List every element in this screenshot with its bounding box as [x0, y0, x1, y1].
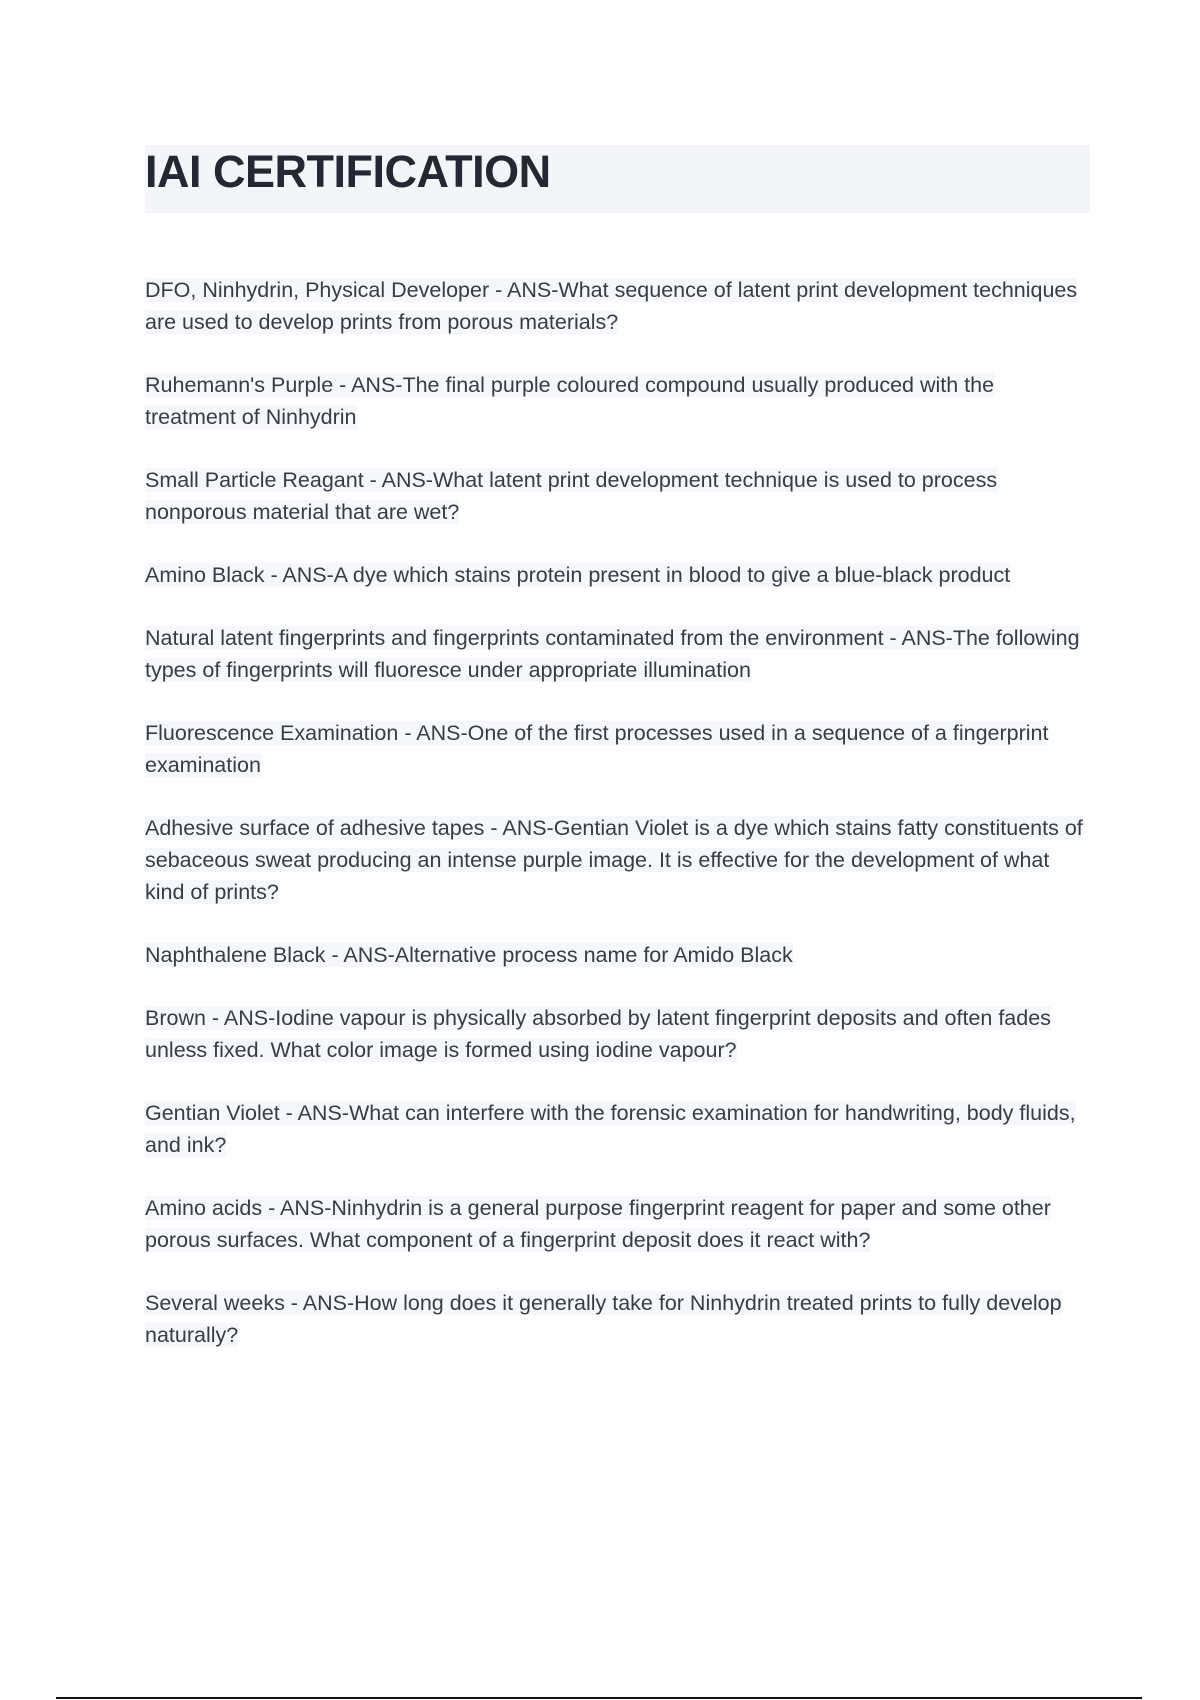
qa-entry — [145, 1002, 1090, 1066]
qa-entry-text: Several weeks - ANS-How long does it generally take for Ninhydrin treated prints to fully develop naturally? — [145, 1291, 1062, 1347]
footer-divider — [56, 1697, 1142, 1699]
qa-entry-text: Amino Black - ANS-A dye which stains protein present in blood to give a blue-black product — [145, 563, 1011, 587]
qa-entry — [145, 274, 1090, 338]
qa-entry-text: Brown - ANS-Iodine vapour is physically absorbed by latent fingerprint deposits and often fades unless fixed. What color image is formed using iodine vapour? — [145, 1006, 1051, 1062]
qa-entry — [145, 1287, 1090, 1351]
qa-entry-text: DFO, Ninhydrin, Physical Developer - ANS-What sequence of latent print development techniques are used to develop prints from porous materials? — [145, 278, 1078, 334]
qa-entry-text: Naphthalene Black - ANS-Alternative process name for Amido Black — [145, 943, 793, 967]
page-title: IAI CERTIFICATION — [145, 146, 551, 197]
qa-entry-text: Gentian Violet - ANS-What can interfere with the forensic examination for handwriting, body fluids, and ink? — [145, 1101, 1076, 1157]
qa-entry — [145, 812, 1090, 908]
qa-entry-text: Adhesive surface of adhesive tapes - ANS-Gentian Violet is a dye which stains fatty constituents of sebaceous sweat producing an intense purple image. It is effective for the development of what kind of prints? — [145, 816, 1083, 904]
qa-entry-text: Natural latent fingerprints and fingerprints contaminated from the environment - ANS-The following types of fingerprints will fluoresce under appropriate illumination — [145, 626, 1080, 682]
qa-entry — [145, 464, 1090, 528]
qa-entry — [145, 1097, 1090, 1161]
qa-entry — [145, 939, 1090, 971]
qa-entry-text: Small Particle Reagant - ANS-What latent print development technique is used to process nonporous material that are wet? — [145, 468, 998, 524]
qa-entry — [145, 559, 1090, 591]
qa-entry — [145, 1192, 1090, 1256]
qa-entry-text: Fluorescence Examination - ANS-One of the first processes used in a sequence of a fingerprint examination — [145, 721, 1049, 777]
qa-entry — [145, 369, 1090, 433]
qa-entry-text: Ruhemann's Purple - ANS-The final purple coloured compound usually produced with the treatment of Ninhydrin — [145, 373, 995, 429]
qa-entry — [145, 717, 1090, 781]
qa-entry — [145, 622, 1090, 686]
qa-list — [145, 274, 1090, 1382]
qa-entry-text: Amino acids - ANS-Ninhydrin is a general purpose fingerprint reagent for paper and some other porous surfaces. What component of a fingerprint deposit does it react with? — [145, 1196, 1051, 1252]
